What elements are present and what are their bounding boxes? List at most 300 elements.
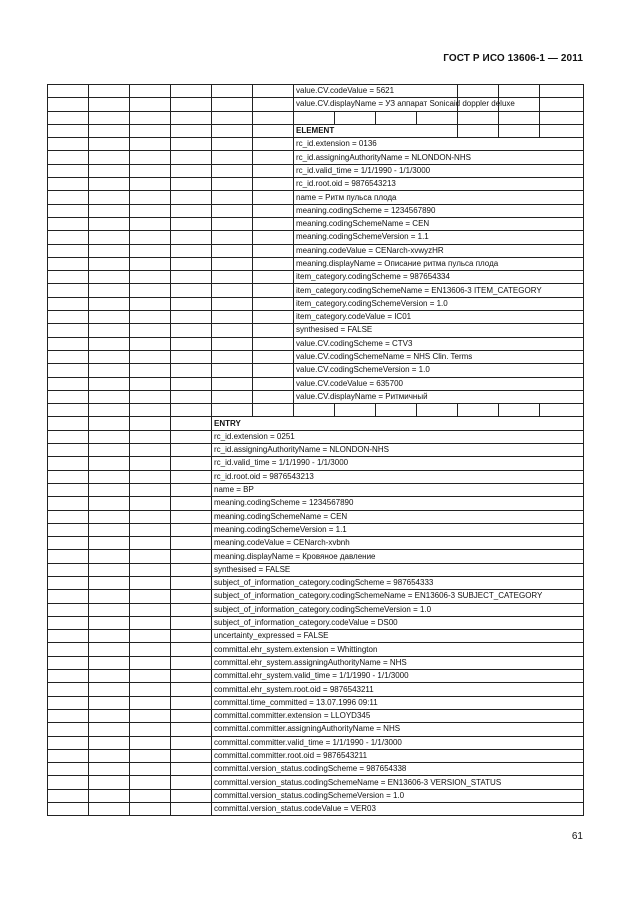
empty-cell: [417, 404, 458, 417]
attribute-cell: meaning.displayName = Описание ритма пульса плода: [294, 257, 584, 270]
indent-cell: [130, 417, 171, 430]
attribute-cell: rc_id.extension = 0251: [212, 430, 584, 443]
table-row: [48, 723, 584, 736]
indent-cell: [48, 603, 89, 616]
indent-cell: [89, 497, 130, 510]
indent-cell: [48, 284, 89, 297]
indent-cell: [212, 98, 253, 111]
page-number: 61: [571, 831, 583, 842]
attribute-cell: committal.committer.root.oid = 9876543211: [212, 749, 584, 762]
indent-cell: [171, 271, 212, 284]
indent-cell: [48, 670, 89, 683]
indent-cell: [48, 85, 89, 98]
attribute-cell: meaning.displayName = Кровяное давление: [212, 550, 584, 563]
table-row: [48, 550, 584, 563]
indent-cell: [48, 537, 89, 550]
indent-cell: [130, 603, 171, 616]
empty-cell: [458, 124, 499, 137]
indent-cell: [130, 590, 171, 603]
attribute-cell: committal.version_status.codingSchemeVersion = 1.0: [212, 789, 584, 802]
indent-cell: [253, 191, 294, 204]
indent-cell: [130, 616, 171, 629]
indent-cell: [171, 164, 212, 177]
indent-cell: [48, 789, 89, 802]
indent-cell: [48, 683, 89, 696]
indent-cell: [130, 364, 171, 377]
indent-cell: [89, 244, 130, 257]
attribute-cell: ENTRY: [212, 417, 584, 430]
indent-cell: [253, 85, 294, 98]
table-row: [48, 683, 584, 696]
table-row: [48, 138, 584, 151]
indent-cell: [89, 576, 130, 589]
attribute-cell: committal.ehr_system.extension = Whittington: [212, 643, 584, 656]
indent-cell: [130, 244, 171, 257]
indent-cell: [171, 444, 212, 457]
table-row: [48, 643, 584, 656]
attribute-cell: uncertainty_expressed = FALSE: [212, 630, 584, 643]
attribute-cell: rc_id.extension = 0136: [294, 138, 584, 151]
attribute-cell: value.CV.codingSchemeVersion = 1.0: [294, 364, 584, 377]
table-row: [48, 191, 584, 204]
attribute-cell: meaning.codingSchemeName = CEN: [212, 510, 584, 523]
indent-cell: [171, 390, 212, 403]
indent-cell: [171, 377, 212, 390]
indent-cell: [171, 590, 212, 603]
table-row: [48, 523, 584, 536]
attribute-cell: subject_of_information_category.codingScheme = 987654333: [212, 576, 584, 589]
table-row: [48, 430, 584, 443]
indent-cell: [171, 537, 212, 550]
indent-cell: [171, 576, 212, 589]
attribute-cell: rc_id.valid_time = 1/1/1990 - 1/1/3000: [294, 164, 584, 177]
indent-cell: [48, 178, 89, 191]
empty-cell: [89, 111, 130, 124]
indent-cell: [130, 430, 171, 443]
indent-cell: [130, 576, 171, 589]
indent-cell: [89, 257, 130, 270]
indent-cell: [253, 350, 294, 363]
empty-cell: [499, 404, 540, 417]
attribute-cell: subject_of_information_category.codeValue = DS00: [212, 616, 584, 629]
indent-cell: [253, 164, 294, 177]
empty-cell: [130, 111, 171, 124]
table-row: [48, 244, 584, 257]
indent-cell: [48, 803, 89, 816]
indent-cell: [89, 723, 130, 736]
indent-cell: [130, 723, 171, 736]
indent-cell: [171, 417, 212, 430]
empty-cell: [171, 111, 212, 124]
indent-cell: [171, 430, 212, 443]
indent-cell: [253, 178, 294, 191]
indent-cell: [48, 138, 89, 151]
indent-cell: [212, 191, 253, 204]
indent-cell: [171, 257, 212, 270]
attribute-cell: item_category.codeValue = IC01: [294, 311, 584, 324]
indent-cell: [253, 271, 294, 284]
indent-cell: [130, 377, 171, 390]
indent-cell: [130, 630, 171, 643]
indent-cell: [171, 670, 212, 683]
indent-cell: [171, 470, 212, 483]
attribute-cell: committal.ehr_system.assigningAuthorityName = NHS: [212, 656, 584, 669]
indent-cell: [89, 178, 130, 191]
indent-cell: [212, 377, 253, 390]
indent-cell: [130, 789, 171, 802]
indent-cell: [48, 563, 89, 576]
table-row: [48, 377, 584, 390]
indent-cell: [171, 231, 212, 244]
indent-cell: [171, 204, 212, 217]
indent-cell: [89, 350, 130, 363]
indent-cell: [89, 763, 130, 776]
indent-cell: [212, 138, 253, 151]
indent-cell: [212, 390, 253, 403]
indent-cell: [212, 284, 253, 297]
attribute-cell: committal.time_committed = 13.07.1996 09:11: [212, 696, 584, 709]
indent-cell: [89, 563, 130, 576]
indent-cell: [253, 390, 294, 403]
indent-cell: [130, 164, 171, 177]
table-row: [48, 510, 584, 523]
empty-cell: [48, 111, 89, 124]
attribute-cell: subject_of_information_category.codingSchemeName = EN13606-3 SUBJECT_CATEGORY: [212, 590, 584, 603]
indent-cell: [130, 550, 171, 563]
indent-cell: [130, 284, 171, 297]
indent-cell: [171, 324, 212, 337]
indent-cell: [48, 164, 89, 177]
attribute-cell: committal.version_status.codingSchemeName = EN13606-3 VERSION_STATUS: [212, 776, 584, 789]
table-row: [48, 776, 584, 789]
indent-cell: [130, 311, 171, 324]
table-row: [48, 537, 584, 550]
indent-cell: [89, 616, 130, 629]
attribute-cell: committal.committer.valid_time = 1/1/1990 - 1/1/3000: [212, 736, 584, 749]
indent-cell: [48, 191, 89, 204]
table-row: [48, 111, 584, 124]
indent-cell: [171, 483, 212, 496]
indent-cell: [171, 85, 212, 98]
indent-cell: [253, 311, 294, 324]
indent-cell: [253, 324, 294, 337]
indent-cell: [48, 749, 89, 762]
indent-cell: [89, 483, 130, 496]
attribute-cell: item_category.codingScheme = 987654334: [294, 271, 584, 284]
indent-cell: [89, 124, 130, 137]
table-row: [48, 497, 584, 510]
indent-cell: [171, 311, 212, 324]
indent-cell: [212, 151, 253, 164]
attribute-cell: rc_id.assigningAuthorityName = NLONDON-NHS: [294, 151, 584, 164]
empty-cell: [253, 404, 294, 417]
attribute-cell: rc_id.root.oid = 9876543213: [294, 178, 584, 191]
indent-cell: [130, 776, 171, 789]
attribute-cell: value.CV.codingSchemeName = NHS Clin. Terms: [294, 350, 584, 363]
table-row: [48, 670, 584, 683]
indent-cell: [171, 603, 212, 616]
indent-cell: [89, 231, 130, 244]
attribute-cell: synthesised = FALSE: [294, 324, 584, 337]
indent-cell: [48, 550, 89, 563]
empty-cell: [253, 111, 294, 124]
indent-cell: [48, 297, 89, 310]
indent-cell: [48, 616, 89, 629]
indent-cell: [130, 523, 171, 536]
indent-cell: [171, 284, 212, 297]
indent-cell: [253, 244, 294, 257]
indent-cell: [253, 231, 294, 244]
indent-cell: [253, 124, 294, 137]
table-row: [48, 337, 584, 350]
attribute-cell: meaning.codeValue = CENarch-xvbnh: [212, 537, 584, 550]
indent-cell: [89, 776, 130, 789]
table-row: [48, 404, 584, 417]
attribute-cell: value.CV.displayName = УЗ аппарат Sonicaid doppler deluxe: [294, 98, 458, 111]
indent-cell: [171, 563, 212, 576]
indent-cell: [171, 736, 212, 749]
indent-cell: [130, 510, 171, 523]
indent-cell: [212, 244, 253, 257]
indent-cell: [171, 616, 212, 629]
indent-cell: [171, 497, 212, 510]
indent-cell: [130, 151, 171, 164]
indent-cell: [89, 457, 130, 470]
indent-cell: [48, 470, 89, 483]
indent-cell: [130, 709, 171, 722]
table-row: [48, 417, 584, 430]
empty-cell: [458, 111, 499, 124]
empty-cell: [376, 404, 417, 417]
indent-cell: [130, 643, 171, 656]
attribute-cell: item_category.codingSchemeVersion = 1.0: [294, 297, 584, 310]
indent-cell: [253, 377, 294, 390]
table-row: [48, 350, 584, 363]
indent-cell: [48, 257, 89, 270]
indent-cell: [48, 124, 89, 137]
table-row: [48, 257, 584, 270]
attribute-cell: value.CV.displayName = Ритмичный: [294, 390, 584, 403]
table-row: [48, 124, 584, 137]
attribute-cell: meaning.codingScheme = 1234567890: [212, 497, 584, 510]
indent-cell: [89, 364, 130, 377]
table-row: [48, 749, 584, 762]
attribute-cell: meaning.codingSchemeVersion = 1.1: [294, 231, 584, 244]
table-row: [48, 164, 584, 177]
indent-cell: [89, 98, 130, 111]
indent-cell: [89, 656, 130, 669]
indent-cell: [212, 164, 253, 177]
indent-cell: [89, 138, 130, 151]
attribute-cell: rc_id.assigningAuthorityName = NLONDON-NHS: [212, 444, 584, 457]
table-row: [48, 457, 584, 470]
indent-cell: [130, 337, 171, 350]
indent-cell: [48, 696, 89, 709]
table-row: [48, 284, 584, 297]
indent-cell: [89, 191, 130, 204]
indent-cell: [89, 284, 130, 297]
indent-cell: [130, 683, 171, 696]
attribute-cell: value.CV.codeValue = 635700: [294, 377, 584, 390]
indent-cell: [48, 723, 89, 736]
table-row: [48, 803, 584, 816]
indent-cell: [130, 217, 171, 230]
indent-cell: [212, 271, 253, 284]
indent-cell: [48, 736, 89, 749]
indent-cell: [89, 510, 130, 523]
empty-cell: [417, 111, 458, 124]
attribute-cell: meaning.codingScheme = 1234567890: [294, 204, 584, 217]
indent-cell: [48, 483, 89, 496]
indent-cell: [130, 98, 171, 111]
table-row: [48, 590, 584, 603]
indent-cell: [48, 337, 89, 350]
indent-cell: [48, 430, 89, 443]
indent-cell: [171, 749, 212, 762]
indent-cell: [171, 98, 212, 111]
indent-cell: [253, 257, 294, 270]
attribute-cell: committal.version_status.codeValue = VER03: [212, 803, 584, 816]
table-row: [48, 271, 584, 284]
indent-cell: [89, 164, 130, 177]
attribute-cell: value.CV.codingScheme = CTV3: [294, 337, 584, 350]
indent-cell: [48, 763, 89, 776]
indent-cell: [48, 390, 89, 403]
empty-cell: [294, 404, 335, 417]
indent-cell: [89, 523, 130, 536]
empty-cell: [171, 404, 212, 417]
empty-cell: [335, 404, 376, 417]
indent-cell: [253, 364, 294, 377]
indent-cell: [130, 257, 171, 270]
empty-cell: [540, 98, 584, 111]
indent-cell: [89, 736, 130, 749]
indent-cell: [253, 284, 294, 297]
indent-cell: [130, 537, 171, 550]
indent-cell: [48, 576, 89, 589]
indent-cell: [48, 204, 89, 217]
indent-cell: [253, 151, 294, 164]
indent-cell: [130, 271, 171, 284]
table-row: [48, 98, 584, 111]
indent-cell: [130, 390, 171, 403]
table-row: [48, 656, 584, 669]
indent-cell: [89, 85, 130, 98]
indent-cell: [171, 191, 212, 204]
indent-cell: [171, 696, 212, 709]
indent-cell: [130, 204, 171, 217]
attribute-cell: meaning.codingSchemeVersion = 1.1: [212, 523, 584, 536]
indent-cell: [212, 311, 253, 324]
indent-cell: [89, 643, 130, 656]
indent-cell: [89, 337, 130, 350]
empty-cell: [499, 111, 540, 124]
indent-cell: [89, 444, 130, 457]
indent-cell: [130, 483, 171, 496]
indent-cell: [89, 603, 130, 616]
indent-cell: [171, 510, 212, 523]
table-row: [48, 231, 584, 244]
indent-cell: [89, 217, 130, 230]
indent-cell: [212, 178, 253, 191]
indent-cell: [171, 138, 212, 151]
indent-cell: [171, 151, 212, 164]
indent-cell: [89, 789, 130, 802]
table-row: [48, 483, 584, 496]
table-row: [48, 297, 584, 310]
attribute-cell: name = BP: [212, 483, 584, 496]
attribute-cell: committal.committer.extension = LLOYD345: [212, 709, 584, 722]
indent-cell: [89, 630, 130, 643]
indent-cell: [48, 311, 89, 324]
attribute-cell: meaning.codeValue = CENarch-xvwyzHR: [294, 244, 584, 257]
table-row: [48, 563, 584, 576]
indent-cell: [212, 350, 253, 363]
indent-cell: [89, 311, 130, 324]
attribute-cell: committal.committer.assigningAuthorityName = NHS: [212, 723, 584, 736]
indent-cell: [171, 643, 212, 656]
table-row: [48, 151, 584, 164]
empty-cell: [212, 111, 253, 124]
indent-cell: [171, 789, 212, 802]
indent-cell: [253, 297, 294, 310]
indent-cell: [212, 85, 253, 98]
indent-cell: [130, 749, 171, 762]
empty-cell: [499, 124, 540, 137]
indent-cell: [48, 231, 89, 244]
indent-cell: [171, 709, 212, 722]
indent-cell: [171, 550, 212, 563]
indent-cell: [130, 470, 171, 483]
indent-cell: [212, 124, 253, 137]
table-row: [48, 311, 584, 324]
table-row: [48, 470, 584, 483]
indent-cell: [89, 324, 130, 337]
table-row: [48, 616, 584, 629]
empty-cell: [89, 404, 130, 417]
indent-cell: [171, 776, 212, 789]
indent-cell: [89, 670, 130, 683]
table-row: [48, 204, 584, 217]
indent-cell: [171, 337, 212, 350]
indent-cell: [89, 390, 130, 403]
empty-cell: [335, 111, 376, 124]
indent-cell: [89, 430, 130, 443]
indent-cell: [48, 523, 89, 536]
indent-cell: [130, 444, 171, 457]
indent-cell: [253, 204, 294, 217]
indent-cell: [171, 350, 212, 363]
indent-cell: [89, 151, 130, 164]
indent-cell: [171, 364, 212, 377]
indent-cell: [48, 350, 89, 363]
indent-cell: [171, 457, 212, 470]
table-row: [48, 324, 584, 337]
indent-cell: [48, 590, 89, 603]
empty-cell: [458, 404, 499, 417]
indent-cell: [130, 563, 171, 576]
indent-cell: [212, 231, 253, 244]
table-row: [48, 217, 584, 230]
attribute-cell: ELEMENT: [294, 124, 458, 137]
indent-cell: [130, 457, 171, 470]
attribute-cell: rc_id.valid_time = 1/1/1990 - 1/1/3000: [212, 457, 584, 470]
indent-cell: [171, 297, 212, 310]
indent-cell: [130, 297, 171, 310]
table-row: [48, 789, 584, 802]
empty-cell: [376, 111, 417, 124]
empty-cell: [499, 85, 540, 98]
